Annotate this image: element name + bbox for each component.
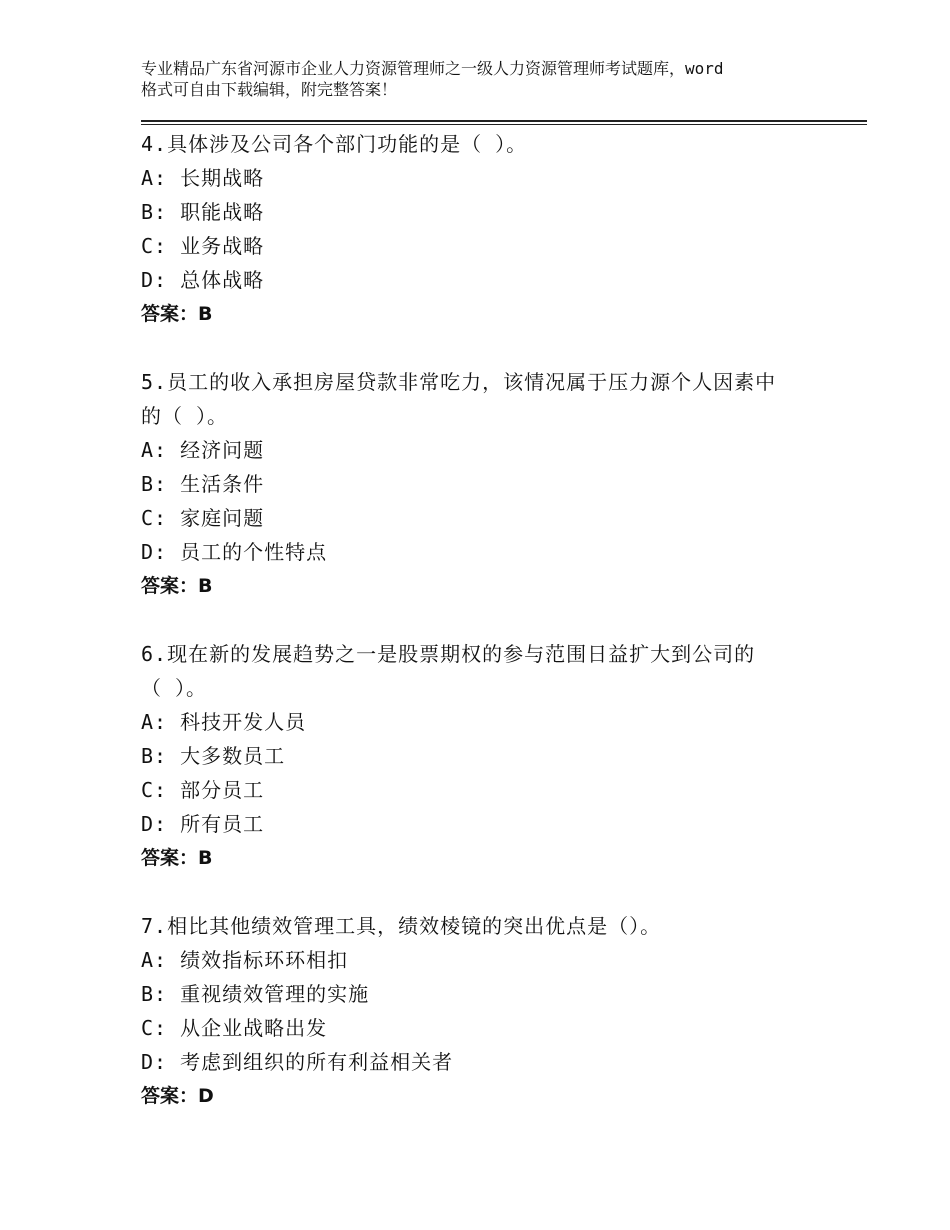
header-title-line-2: 格式可自由下载编辑，附完整答案！ bbox=[141, 80, 398, 99]
answer-label: 答案：B bbox=[141, 847, 213, 869]
option-a: A: 长期战略 bbox=[141, 166, 265, 190]
question-stem: 5.员工的收入承担房屋贷款非常吃力，该情况属于压力源个人因素中 bbox=[141, 370, 777, 394]
option-b: B: 生活条件 bbox=[141, 472, 265, 496]
question-stem-continued: 的（ ）。 bbox=[141, 404, 229, 428]
option-c: C: 从企业战略出发 bbox=[141, 1016, 328, 1040]
question-stem: 6.现在新的发展趋势之一是股票期权的参与范围日益扩大到公司的 bbox=[141, 642, 756, 666]
option-a: A: 经济问题 bbox=[141, 438, 265, 462]
document-header bbox=[141, 58, 841, 100]
option-d: D: 总体战略 bbox=[141, 268, 265, 292]
answer-label: 答案：B bbox=[141, 303, 213, 325]
spacer bbox=[141, 331, 841, 365]
spacer bbox=[141, 603, 841, 637]
answer-label: 答案：B bbox=[141, 575, 213, 597]
answer-label: 答案：D bbox=[141, 1085, 214, 1107]
option-c: C: 家庭问题 bbox=[141, 506, 265, 530]
question-6 bbox=[141, 637, 841, 875]
option-b: B: 职能战略 bbox=[141, 200, 265, 224]
question-4 bbox=[141, 127, 841, 331]
option-a: A: 绩效指标环环相扣 bbox=[141, 948, 349, 972]
question-stem: 4.具体涉及公司各个部门功能的是（ ）。 bbox=[141, 132, 528, 156]
option-a: A: 科技开发人员 bbox=[141, 710, 307, 734]
option-b: B: 重视绩效管理的实施 bbox=[141, 982, 370, 1006]
question-stem: 7.相比其他绩效管理工具，绩效棱镜的突出优点是（）。 bbox=[141, 914, 662, 938]
question-5 bbox=[141, 365, 841, 603]
option-b: B: 大多数员工 bbox=[141, 744, 286, 768]
question-stem-continued: （ ）。 bbox=[141, 676, 208, 700]
spacer bbox=[141, 875, 841, 909]
option-d: D: 所有员工 bbox=[141, 812, 265, 836]
option-c: C: 业务战略 bbox=[141, 234, 265, 258]
option-d: D: 考虑到组织的所有利益相关者 bbox=[141, 1050, 454, 1074]
question-7 bbox=[141, 909, 841, 1113]
question-list bbox=[141, 127, 841, 1113]
option-c: C: 部分员工 bbox=[141, 778, 265, 802]
header-title-line-1: 专业精品广东省河源市企业人力资源管理师之一级人力资源管理师考试题库，word bbox=[141, 59, 724, 78]
option-d: D: 员工的个性特点 bbox=[141, 540, 328, 564]
header-divider bbox=[141, 120, 867, 125]
